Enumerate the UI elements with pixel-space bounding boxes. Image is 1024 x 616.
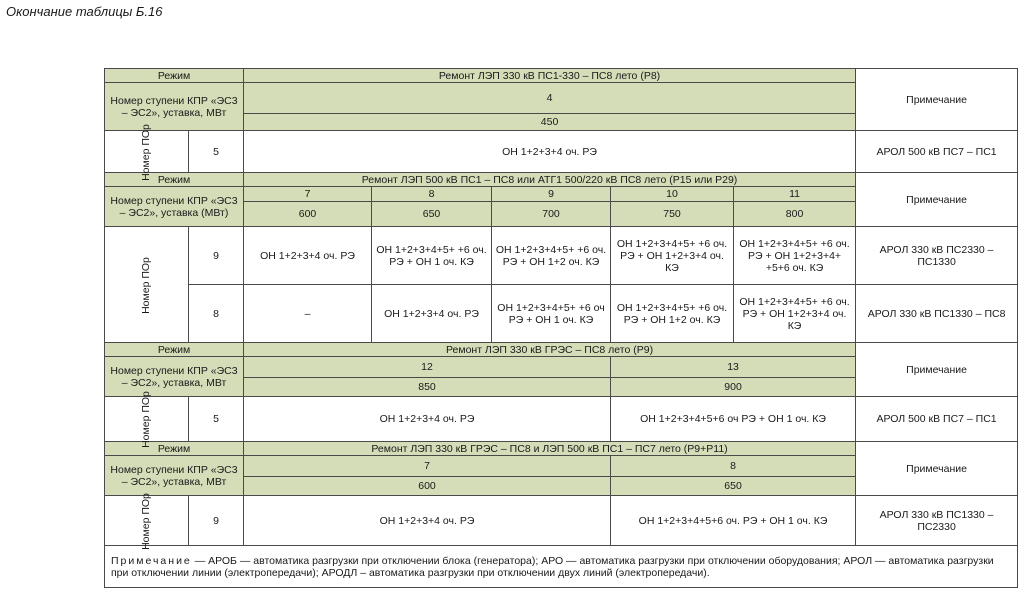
stage-setting: 600 (244, 477, 611, 496)
action-cell: ОН 1+2+3+4+5+ +6 оч РЭ + ОН 1 оч. КЭ (492, 285, 611, 343)
action-cell: ОН 1+2+3+4 оч. РЭ (244, 131, 856, 173)
regime-value: Ремонт ЛЭП 330 кВ ГРЭС – ПС8 лето (Р9) (244, 343, 856, 357)
stage-setting: 900 (611, 378, 856, 397)
stage-number: 4 (244, 83, 856, 114)
stage-header: Номер ступени КПР «ЭС3 – ЭС2», уставка, МВт (105, 83, 244, 131)
remark-cell: АРОЛ 330 кВ ПС1330 – ПС8 (856, 285, 1018, 343)
stage-header: Номер ступени КПР «ЭС3 – ЭС2», уставка (МВт) (105, 187, 244, 227)
regime-label: Режим (105, 442, 244, 456)
stage-setting: 600 (244, 202, 372, 227)
por-number: 9 (189, 496, 244, 546)
regime-label: Режим (105, 343, 244, 357)
action-cell: ОН 1+2+3+4+5+ +6 оч. РЭ + ОН 1+2+3+4 оч. КЭ (734, 285, 856, 343)
stage-number: 13 (611, 357, 856, 378)
por-header-text: Номер ПОр (139, 256, 152, 314)
action-cell: ОН 1+2+3+4+5+ +6 оч. РЭ + ОН 1 оч. КЭ (372, 227, 492, 285)
remark-cell: АРОЛ 330 кВ ПС2330 – ПС1330 (856, 227, 1018, 285)
action-cell: ОН 1+2+3+4 оч. РЭ (372, 285, 492, 343)
por-header-text: Номер ПОр (139, 391, 152, 448)
regime-label: Режим (105, 173, 244, 187)
action-cell: ОН 1+2+3+4 оч. РЭ (244, 496, 611, 546)
remark-cell: АРОЛ 500 кВ ПС7 – ПС1 (856, 131, 1018, 173)
action-cell: ОН 1+2+3+4+5+ +6 оч. РЭ + ОН 1+2 оч. КЭ (492, 227, 611, 285)
por-number: 8 (189, 285, 244, 343)
remark-cell: АРОЛ 330 кВ ПС1330 – ПС2330 (856, 496, 1018, 546)
por-header-text: Номер ПОр (139, 492, 152, 550)
action-cell: ОН 1+2+3+4+5+ +6 оч. РЭ + ОН 1+2+3+4 оч. КЭ (611, 227, 734, 285)
regime-value: Ремонт ЛЭП 500 кВ ПС1 – ПС8 или АТГ1 500/220 кВ ПС8 лето (Р15 или Р29) (244, 173, 856, 187)
por-number: 5 (189, 131, 244, 173)
remark-header: Примечание (856, 442, 1018, 496)
stage-setting: 750 (611, 202, 734, 227)
stage-setting: 700 (492, 202, 611, 227)
por-header (105, 391, 189, 448)
stage-number: 8 (372, 187, 492, 202)
remark-cell: АРОЛ 500 кВ ПС7 – ПС1 (856, 397, 1018, 442)
stage-number: 7 (244, 187, 372, 202)
stage-number: 8 (611, 456, 856, 477)
por-number: 5 (189, 397, 244, 442)
action-cell: ОН 1+2+3+4+5+ +6 оч. РЭ + ОН 1+2+3+4+ +5+6 оч. КЭ (734, 227, 856, 285)
stage-setting: 450 (244, 114, 856, 131)
remark-header: Примечание (856, 173, 1018, 227)
action-cell: ОН 1+2+3+4+5+ +6 оч. РЭ + ОН 1+2 оч. КЭ (611, 285, 734, 343)
stage-setting: 850 (244, 378, 611, 397)
action-cell: ОН 1+2+3+4 оч. РЭ (244, 227, 372, 285)
regime-value: Ремонт ЛЭП 330 кВ ГРЭС – ПС8 и ЛЭП 500 кВ ПС1 – ПС7 лето (Р9+Р11) (244, 442, 856, 456)
action-cell: ОН 1+2+3+4+5+6 оч РЭ + ОН 1 оч. КЭ (611, 397, 856, 442)
por-header-text: Номер ПОр (139, 123, 152, 181)
stage-number: 7 (244, 456, 611, 477)
stage-number: 10 (611, 187, 734, 202)
stage-number: 9 (492, 187, 611, 202)
stage-number: 12 (244, 357, 611, 378)
data-table (104, 68, 1018, 588)
note-text: — АРОБ — автоматика разгрузки при отключении блока (генератора); АРО — автоматика разгрузки при отключении оборудования; АРОЛ — автоматика разгрузки при отключении линии (электропередачи); АРОДЛ – автоматика разгрузки при отключении двух линий (электропередачи). (111, 554, 994, 579)
por-header (105, 492, 189, 550)
remark-header: Примечание (856, 69, 1018, 131)
action-cell: ОН 1+2+3+4+5+6 оч. РЭ + ОН 1 оч. КЭ (611, 496, 856, 546)
stage-setting: 800 (734, 202, 856, 227)
table-note (105, 546, 1018, 588)
note-prefix: Примечание (111, 554, 192, 567)
table-caption: Окончание таблицы Б.16 (6, 4, 163, 19)
stage-setting: 650 (611, 477, 856, 496)
stage-number: 11 (734, 187, 856, 202)
action-cell: – (244, 285, 372, 343)
action-cell: ОН 1+2+3+4 оч. РЭ (244, 397, 611, 442)
por-number: 9 (189, 227, 244, 285)
por-header (105, 227, 189, 343)
stage-setting: 650 (372, 202, 492, 227)
regime-label: Режим (105, 69, 244, 83)
stage-header: Номер ступени КПР «ЭС3 – ЭС2», уставка, МВт (105, 357, 244, 397)
regime-value: Ремонт ЛЭП 330 кВ ПС1-330 – ПС8 лето (Р8) (244, 69, 856, 83)
remark-header: Примечание (856, 343, 1018, 397)
stage-header: Номер ступени КПР «ЭС3 – ЭС2», уставка, МВт (105, 456, 244, 496)
